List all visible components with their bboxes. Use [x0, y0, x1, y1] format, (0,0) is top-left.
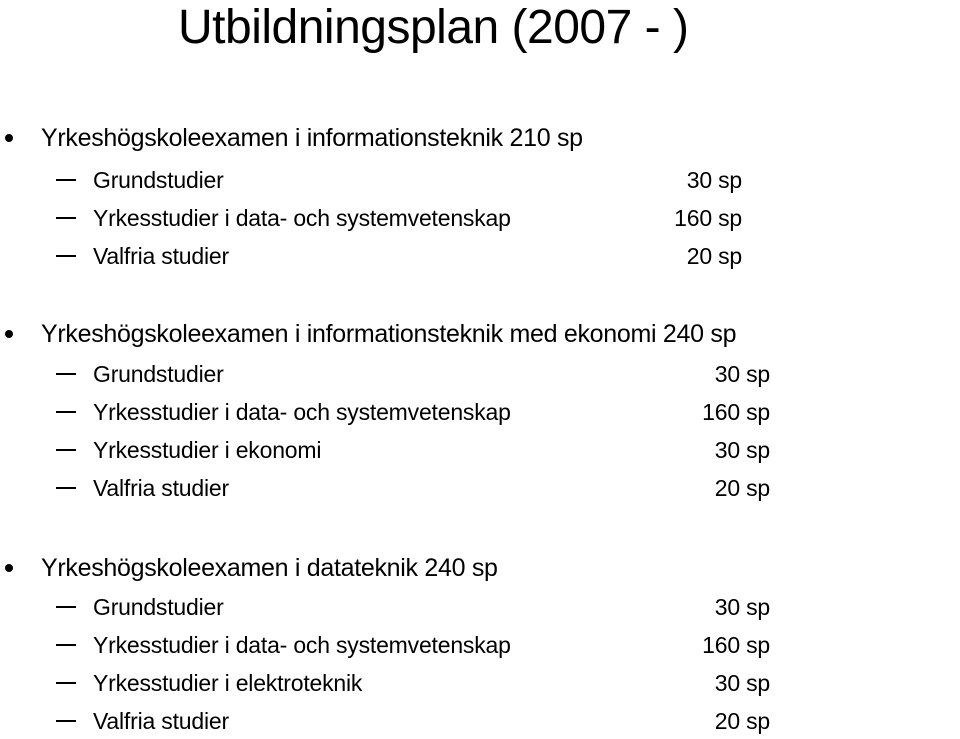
- item-label: Valfria studier: [93, 243, 229, 269]
- dash-icon: [56, 682, 76, 684]
- dash-icon: [56, 411, 76, 413]
- dash-icon: [56, 373, 76, 375]
- item-credits: 30 sp: [714, 594, 770, 620]
- dash-icon: [56, 720, 76, 722]
- program-heading-text: Yrkeshögskoleexamen i informationsteknik med ekonomi 240 sp: [41, 320, 737, 348]
- list-item: [0, 238, 960, 274]
- dash-icon: [56, 487, 76, 489]
- item-credits: 20 sp: [714, 708, 770, 734]
- dash-icon: [56, 606, 76, 608]
- item-label: Grundstudier: [93, 361, 224, 387]
- bullet-icon: [5, 330, 13, 338]
- item-label: Yrkesstudier i data- och systemvetenskap: [93, 632, 511, 658]
- item-label: Yrkesstudier i data- och systemvetenskap: [93, 205, 511, 231]
- item-label: Yrkesstudier i ekonomi: [93, 437, 322, 463]
- item-credits: 30 sp: [714, 361, 770, 387]
- item-credits: 20 sp: [714, 475, 770, 501]
- list-item: [0, 394, 960, 430]
- item-label: Yrkesstudier i data- och systemvetenskap: [93, 399, 511, 425]
- bullet-icon: [5, 134, 13, 142]
- item-label: Valfria studier: [93, 708, 229, 734]
- program-heading-text: Yrkeshögskoleexamen i datateknik 240 sp: [41, 554, 498, 582]
- program-heading: [0, 120, 960, 156]
- item-label: Grundstudier: [93, 594, 224, 620]
- dash-icon: [56, 217, 76, 219]
- program-heading: [0, 316, 960, 352]
- list-item: [0, 703, 960, 739]
- list-item: [0, 627, 960, 663]
- list-item: [0, 589, 960, 625]
- item-credits: 30 sp: [714, 437, 770, 463]
- item-credits: 20 sp: [686, 243, 742, 269]
- item-credits: 160 sp: [674, 205, 742, 231]
- page-title: Utbildningsplan (2007 - ): [178, 1, 689, 54]
- dash-icon: [56, 644, 76, 646]
- list-item: [0, 200, 960, 236]
- list-item: [0, 665, 960, 701]
- list-item: [0, 356, 960, 392]
- item-label: Grundstudier: [93, 167, 224, 193]
- bullet-icon: [5, 564, 13, 572]
- item-credits: 30 sp: [686, 167, 742, 193]
- item-label: Yrkesstudier i elektroteknik: [93, 670, 363, 696]
- list-item: [0, 470, 960, 506]
- dash-icon: [56, 255, 76, 257]
- item-credits: 30 sp: [714, 670, 770, 696]
- item-credits: 160 sp: [702, 632, 770, 658]
- item-credits: 160 sp: [702, 399, 770, 425]
- dash-icon: [56, 449, 76, 451]
- list-item: [0, 162, 960, 198]
- dash-icon: [56, 179, 76, 181]
- list-item: [0, 432, 960, 468]
- program-heading-text: Yrkeshögskoleexamen i informationsteknik 210 sp: [41, 124, 583, 152]
- item-label: Valfria studier: [93, 475, 229, 501]
- program-heading: [0, 550, 960, 586]
